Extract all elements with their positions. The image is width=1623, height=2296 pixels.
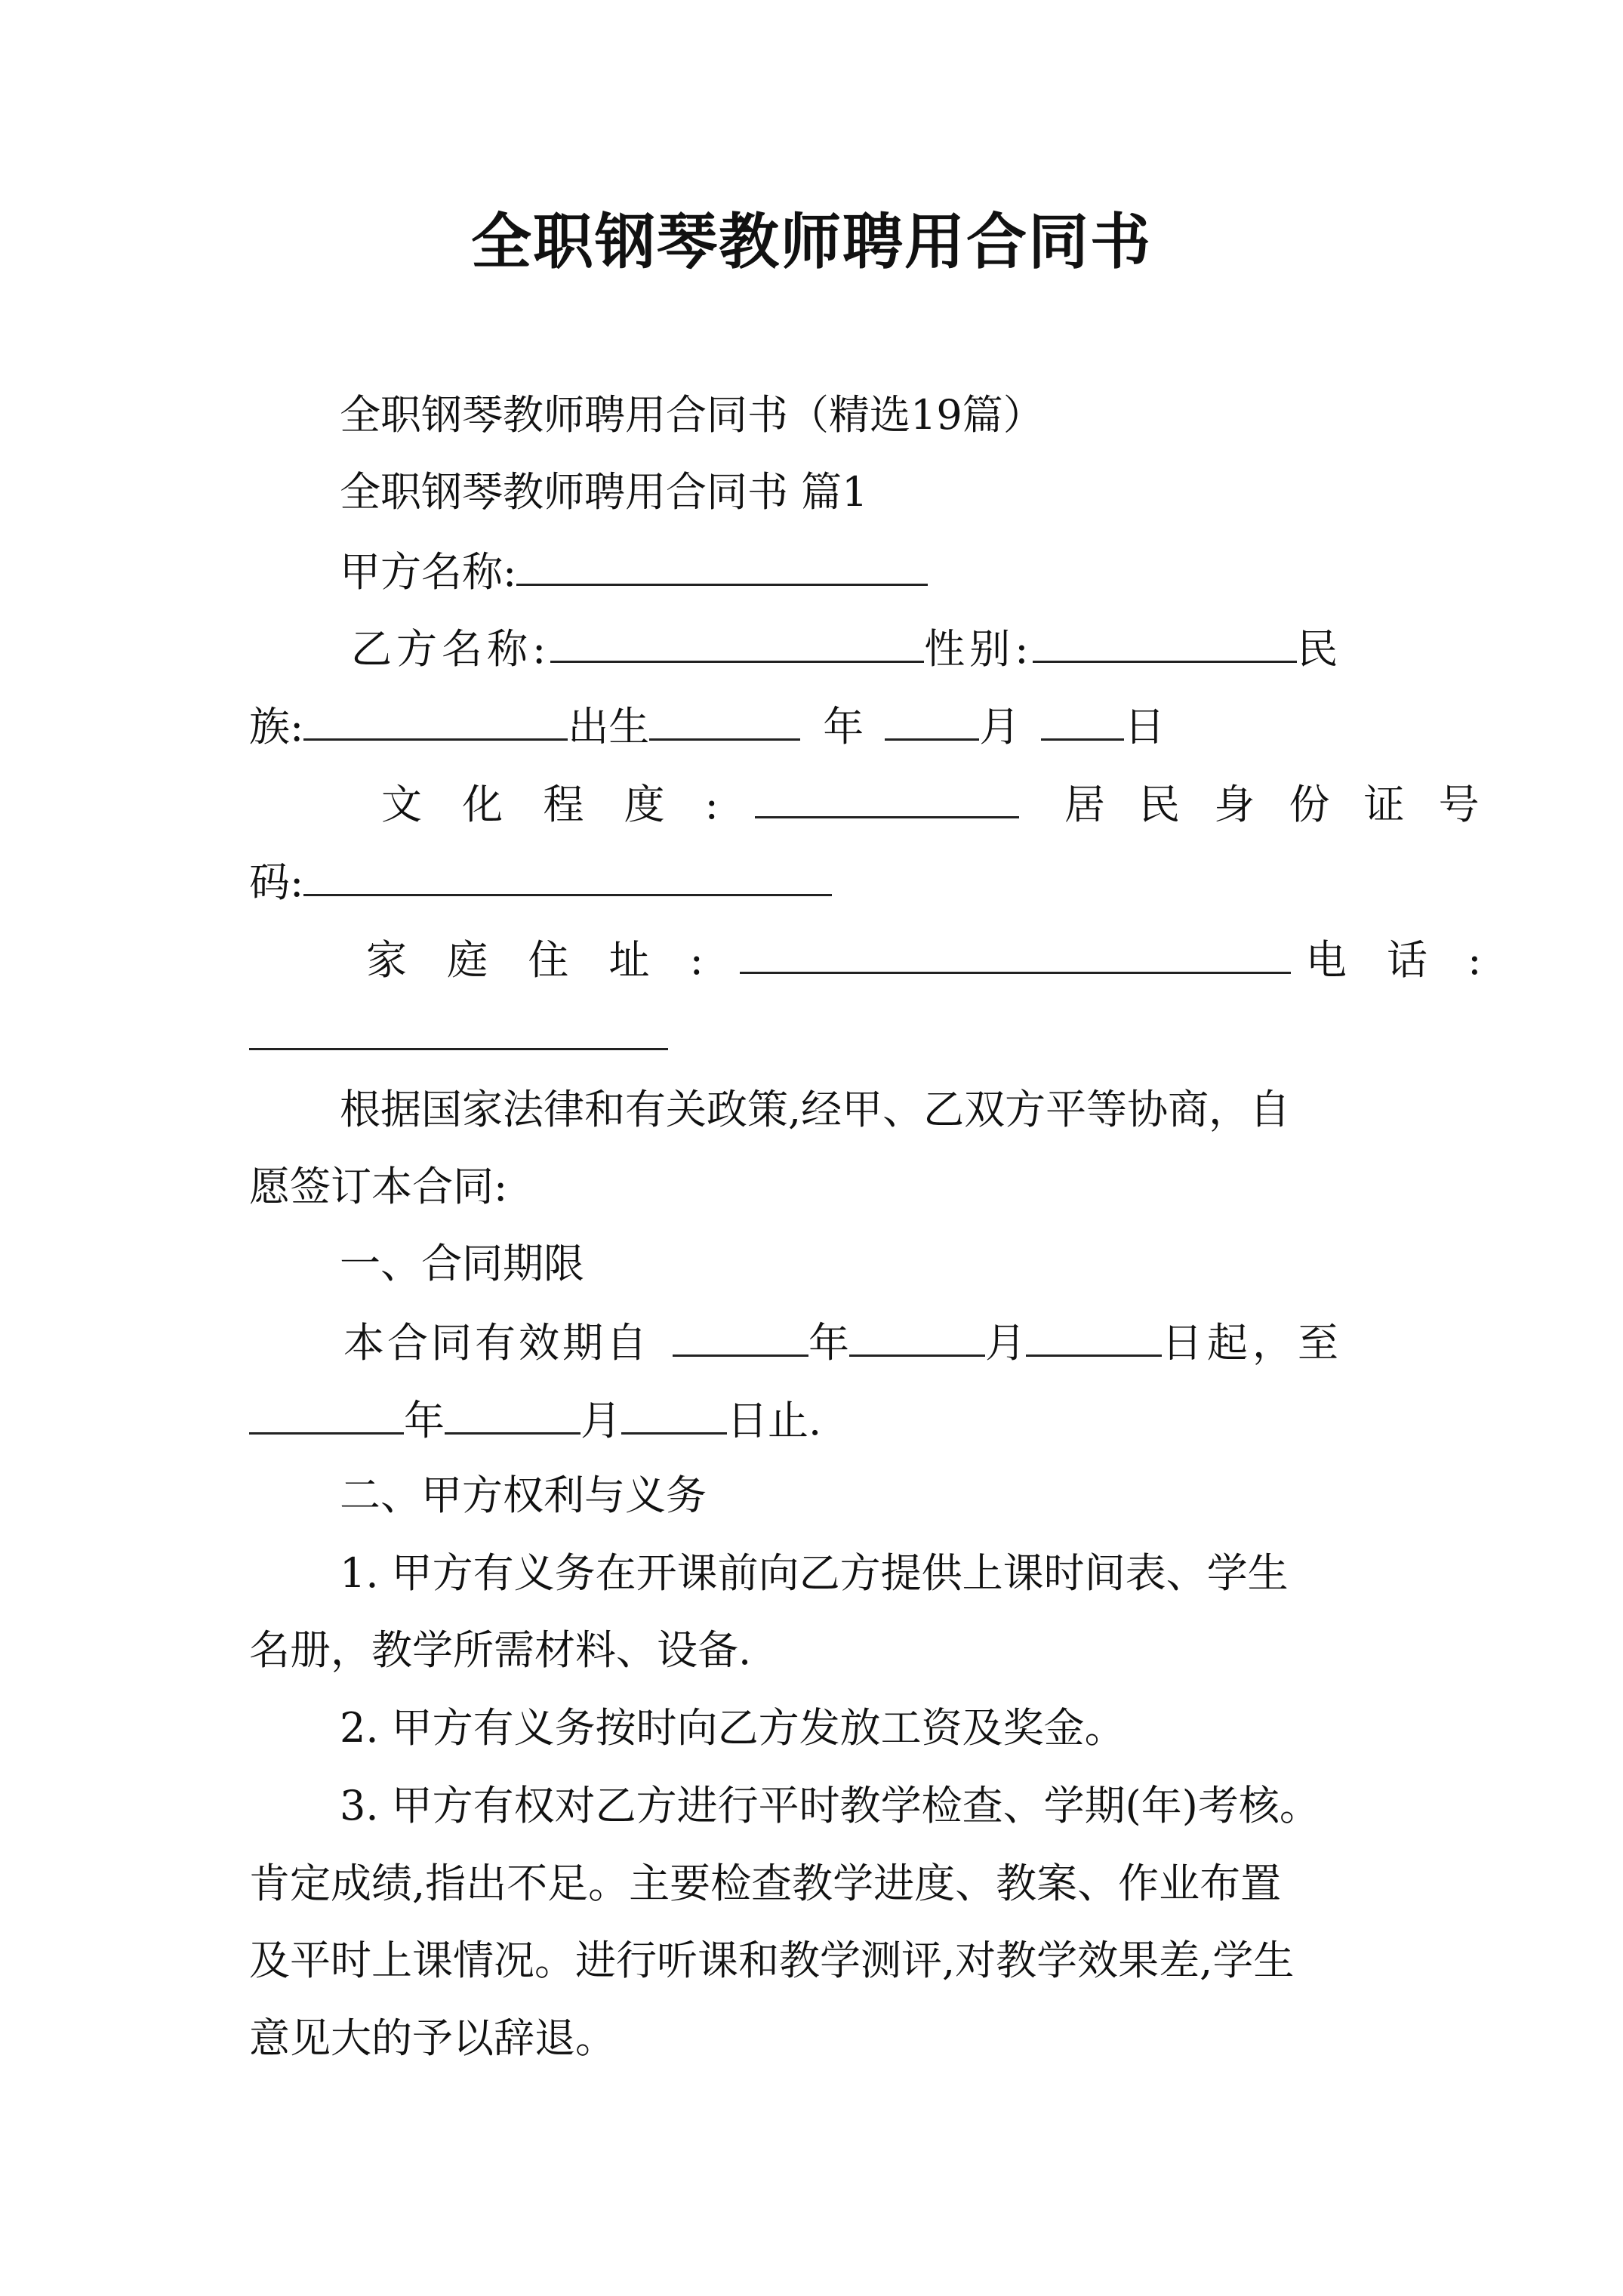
end-day-label: 日止. — [727, 1397, 822, 1444]
clause2-item1-line2: 名册，教学所需材料、设备. — [249, 1626, 752, 1674]
ethnicity-birth-line — [249, 695, 1165, 757]
intro-paragraph-line1: 根据国家法律和有关政策,经甲、乙双方平等协商，自 — [340, 1086, 1291, 1133]
phone-label: 电 话 : — [1305, 936, 1495, 984]
start-day-label: 日起，至 — [1162, 1319, 1343, 1367]
start-year-label: 年 — [808, 1319, 849, 1367]
ethnicity-blank[interactable] — [303, 695, 568, 741]
phone-line — [249, 1004, 668, 1067]
document-subtitle: 全职钢琴教师聘用合同书（精选19篇） — [340, 391, 1044, 439]
education-blank[interactable] — [755, 772, 1019, 818]
education-label: 文 化 程 度 : — [381, 781, 732, 828]
clause2-heading: 二、甲方权利与义务 — [340, 1472, 707, 1519]
birth-label: 出生 — [568, 703, 650, 750]
birth-day-blank[interactable] — [1041, 695, 1124, 741]
clause2-item3-line4: 意见大的予以辞退。 — [249, 2014, 616, 2062]
start-month-label: 月 — [985, 1319, 1026, 1367]
id-label-start: 居 民 身 份 证 号 — [1064, 781, 1490, 828]
section-heading: 全职钢琴教师聘用合同书 篇1 — [340, 468, 868, 516]
party-a-name-blank[interactable] — [516, 540, 928, 586]
party-b-name-blank[interactable] — [550, 617, 924, 663]
education-line — [381, 772, 1490, 835]
clause2-item1-line1: 1. 甲方有义务在开课前向乙方提供上课时间表、学生 — [340, 1549, 1289, 1597]
ethnicity-label-start: 民 — [1297, 625, 1338, 673]
clause2-item3-line2: 肯定成绩,指出不足。主要检查教学进度、教案、作业布置 — [249, 1860, 1282, 1907]
end-year-label: 年 — [404, 1397, 445, 1444]
id-number-line — [249, 850, 832, 913]
end-month-blank[interactable] — [445, 1388, 581, 1435]
birth-day-label: 日 — [1124, 703, 1166, 750]
start-month-blank[interactable] — [849, 1311, 985, 1357]
address-blank[interactable] — [740, 928, 1291, 974]
document-title: 全职钢琴教师聘用合同书 — [471, 206, 1152, 277]
end-day-blank[interactable] — [621, 1388, 727, 1435]
party-a-label: 甲方名称: — [340, 548, 517, 596]
start-year-blank[interactable] — [673, 1311, 808, 1357]
clause2-item3-line1: 3. 甲方有权对乙方进行平时教学检查、学期(年)考核。 — [340, 1782, 1320, 1829]
clause1-term-line1 — [343, 1311, 1343, 1373]
gender-label: 性别: — [924, 625, 1033, 673]
end-month-label: 月 — [581, 1397, 621, 1444]
address-label: 家 庭 住 址 : — [366, 936, 717, 984]
clause1-heading: 一、合同期限 — [340, 1240, 584, 1287]
birth-year-label: 年 — [823, 703, 864, 750]
clause2-item2: 2. 甲方有义务按时向乙方发放工资及奖金。 — [340, 1704, 1126, 1752]
end-year-blank[interactable] — [249, 1388, 404, 1435]
party-b-name-label: 乙方名称: — [351, 625, 551, 673]
term-start-label: 本合同有效期自 — [343, 1319, 650, 1367]
start-day-blank[interactable] — [1026, 1311, 1162, 1357]
id-number-blank[interactable] — [303, 850, 832, 896]
phone-blank[interactable] — [249, 1004, 668, 1050]
birth-month-blank[interactable] — [885, 695, 979, 741]
party-b-line — [351, 617, 1338, 680]
clause2-item3-line3: 及平时上课情况。进行听课和教学测评,对教学效果差,学生 — [249, 1937, 1295, 1984]
id-label-end: 码: — [249, 858, 304, 906]
birth-year-blank[interactable] — [649, 695, 800, 741]
address-line — [366, 928, 1495, 991]
gender-blank[interactable] — [1033, 617, 1297, 663]
birth-month-label: 月 — [979, 703, 1021, 750]
ethnicity-label-end: 族: — [249, 703, 304, 750]
party-a-line — [340, 540, 928, 603]
clause1-term-line2 — [249, 1388, 821, 1451]
intro-paragraph-line2: 愿签订本合同: — [249, 1163, 508, 1210]
